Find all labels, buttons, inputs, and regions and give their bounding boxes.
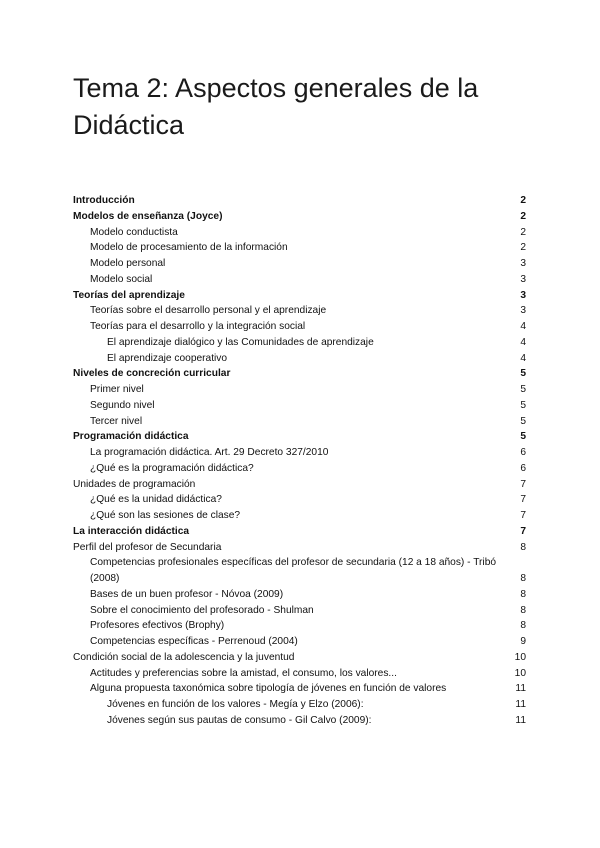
toc-entry-label[interactable]: Perfil del profesor de Secundaria [73, 541, 222, 553]
toc-entry-page[interactable]: 5 [520, 384, 526, 395]
toc-entry-label[interactable]: Introducción [73, 195, 135, 206]
toc-entry-page[interactable]: 3 [520, 258, 526, 269]
toc-entry-label[interactable]: Programación didáctica [73, 431, 189, 443]
toc-entry[interactable] [0, 303, 600, 319]
toc-entry[interactable] [0, 650, 600, 666]
toc-entry-label[interactable]: Niveles de concreción curricular [73, 368, 231, 380]
toc-entry-label[interactable]: Modelos de enseñanza (Joyce) [73, 210, 223, 222]
toc-entry-label[interactable]: Modelo conductista [90, 226, 178, 238]
toc-entry-label[interactable]: Teorías sobre el desarrollo personal y el aprendizaje [90, 305, 327, 317]
toc-entry-page[interactable]: 4 [520, 321, 526, 332]
toc-entry-page[interactable]: 2 [520, 226, 526, 238]
toc-entry-page[interactable]: 8 [520, 573, 526, 584]
toc-entry-label[interactable]: Profesores efectivos (Brophy) [90, 620, 225, 632]
toc-entry[interactable] [0, 524, 600, 540]
toc-entry-label[interactable]: Modelo social [90, 273, 153, 285]
toc-entry[interactable] [0, 445, 600, 461]
toc-entry-page[interactable]: 3 [520, 273, 526, 285]
toc-entry[interactable] [0, 634, 600, 650]
toc-entry[interactable] [0, 713, 600, 729]
toc-entry-label[interactable]: Unidades de programación [73, 478, 196, 490]
toc-entry-page[interactable]: 6 [520, 462, 526, 474]
toc-entry-page[interactable]: 11 [515, 683, 526, 695]
toc-entry-label[interactable]: Condición social de la adolescencia y la juventud [73, 651, 295, 663]
toc-entry[interactable] [0, 492, 600, 508]
toc-entry[interactable] [0, 193, 600, 209]
toc-entry-label[interactable]: Jóvenes según sus pautas de consumo - Gil Calvo (2009): [107, 714, 372, 726]
toc-entry-label[interactable]: El aprendizaje cooperativo [107, 352, 228, 364]
toc-entry-label[interactable]: El aprendizaje dialógico y las Comunidades de aprendizaje [107, 336, 374, 348]
toc-entry[interactable] [0, 681, 600, 697]
toc-entry[interactable] [0, 414, 600, 430]
toc-entry[interactable] [0, 288, 600, 304]
toc-entry[interactable] [0, 429, 600, 445]
toc-entry-page[interactable]: 2 [520, 195, 526, 206]
toc-entry[interactable] [0, 618, 600, 634]
toc-entry[interactable] [0, 319, 600, 335]
toc-entry-page[interactable]: 3 [520, 289, 526, 301]
toc-entry-label[interactable]: Tercer nivel [90, 415, 143, 427]
toc-entry[interactable] [0, 382, 600, 398]
toc-entry[interactable] [0, 240, 600, 256]
toc-entry-label[interactable]: ¿Qué es la unidad didáctica? [90, 494, 222, 506]
toc-entry[interactable] [0, 398, 600, 414]
toc-entry-page[interactable]: 11 [515, 699, 526, 710]
toc-entry-page[interactable]: 4 [520, 336, 526, 348]
toc-entry[interactable] [0, 603, 600, 619]
toc-entry-page[interactable]: 7 [520, 525, 526, 537]
toc-entry[interactable] [0, 461, 600, 477]
toc-entry-page[interactable]: 4 [520, 352, 526, 364]
toc-entry-label[interactable]: La interacción didáctica [73, 525, 190, 537]
toc-entry-page[interactable]: 5 [520, 368, 526, 380]
document-title: Tema 2: Aspectos generales de la Didáctica [73, 73, 479, 140]
toc-entry[interactable] [0, 256, 600, 272]
toc-entry-page[interactable]: 2 [520, 242, 526, 254]
toc-entry-page[interactable]: 11 [515, 714, 526, 726]
toc-entry-label[interactable]: Alguna propuesta taxonómica sobre tipología de jóvenes en función de valores [90, 683, 447, 695]
toc-entry-page[interactable]: 10 [514, 667, 526, 679]
toc-entry-page[interactable]: 8 [520, 541, 526, 553]
toc-entry[interactable] [0, 555, 600, 587]
toc-entry[interactable] [0, 587, 600, 603]
toc-entry-label[interactable]: Actitudes y preferencias sobre la amistad, el consumo, los valores... [90, 667, 397, 679]
toc-entry-page[interactable]: 10 [514, 651, 526, 663]
toc-entry-page[interactable]: 5 [520, 431, 526, 443]
toc-entry-page[interactable]: 7 [520, 494, 526, 506]
toc-entry-page[interactable]: 8 [520, 604, 526, 616]
toc-entry-label[interactable]: ¿Qué es la programación didáctica? [90, 462, 254, 474]
toc-entry[interactable] [0, 272, 600, 288]
toc-entry-label[interactable]: Competencias específicas - Perrenoud (2004) [90, 636, 298, 647]
toc-entry-page[interactable]: 8 [520, 620, 526, 632]
toc-entry-label[interactable]: Modelo de procesamiento de la información [90, 242, 288, 254]
toc-entry[interactable] [0, 225, 600, 241]
toc-entry-page[interactable]: 8 [520, 588, 526, 600]
toc-entry[interactable] [0, 477, 600, 493]
toc-entry[interactable] [0, 666, 600, 682]
toc-entry[interactable] [0, 508, 600, 524]
toc-entry-label[interactable]: Jóvenes en función de los valores - Megía y Elzo (2006): [107, 699, 364, 710]
toc-entry[interactable] [0, 366, 600, 382]
toc-entry-label[interactable]: Sobre el conocimiento del profesorado - Shulman [90, 604, 314, 616]
toc-entry-page[interactable]: 7 [520, 510, 526, 521]
toc-entry-label[interactable]: ¿Qué son las sesiones de clase? [90, 510, 241, 521]
toc-entry-label[interactable]: Modelo personal [90, 258, 166, 269]
table-of-contents [0, 193, 600, 729]
toc-entry-page[interactable]: 5 [520, 399, 526, 411]
toc-entry-label[interactable]: Bases de un buen profesor - Nóvoa (2009) [90, 588, 284, 600]
toc-entry-page[interactable]: 7 [520, 478, 526, 490]
toc-entry-page[interactable]: 5 [520, 415, 526, 427]
toc-entry-page[interactable]: 9 [520, 636, 526, 647]
toc-entry-label[interactable]: Competencias profesionales específicas del profesor de secundaria (12 a 18 años) - Tribó (2008) [90, 557, 497, 584]
toc-entry[interactable] [0, 540, 600, 556]
toc-entry[interactable] [0, 335, 600, 351]
toc-entry-page[interactable]: 6 [520, 447, 526, 458]
toc-entry-page[interactable]: 2 [520, 210, 526, 222]
toc-entry-label[interactable]: Primer nivel [90, 384, 144, 395]
toc-entry-label[interactable]: Teorías del aprendizaje [73, 289, 185, 301]
toc-entry-page[interactable]: 3 [520, 305, 526, 317]
toc-entry-label[interactable]: Teorías para el desarrollo y la integración social [90, 321, 306, 332]
toc-entry[interactable] [0, 351, 600, 367]
toc-entry[interactable] [0, 697, 600, 713]
toc-entry-label[interactable]: Segundo nivel [90, 399, 155, 411]
toc-entry-label[interactable]: La programación didáctica. Art. 29 Decreto 327/2010 [90, 447, 329, 458]
toc-entry[interactable] [0, 209, 600, 225]
